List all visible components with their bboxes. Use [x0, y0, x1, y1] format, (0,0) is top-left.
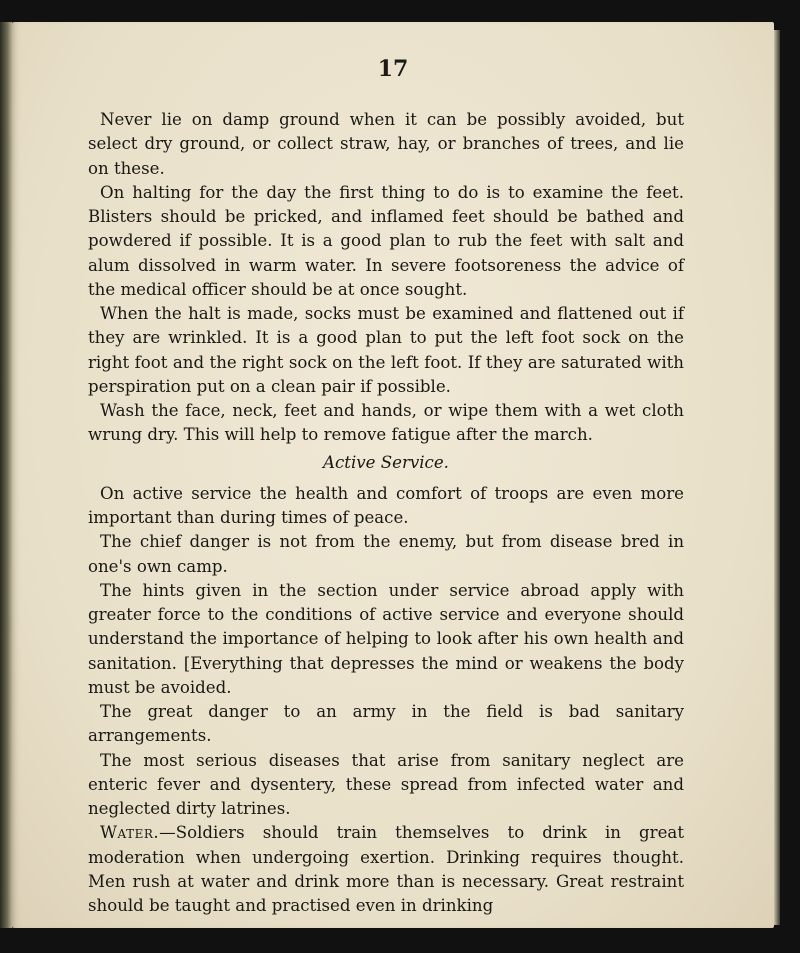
paragraph-damp-ground: Never lie on damp ground when it can be possibly avoided, but select dry ground, or collect straw, hay, or branches of trees, and lie on these. [88, 110, 684, 178]
water-label: Water. [100, 823, 160, 843]
page-number: 17 [377, 56, 409, 82]
section-heading-active-service: Active Service. [323, 452, 449, 472]
paragraph-hints: The hints given in the section under service abroad apply with greater force to the conditions of active service and everyone should understand the importance of helping to look after his own health and sanitation. [Everything that depresses the mind or weakens the body must be avoided. [88, 580, 684, 697]
paragraph-socks: When the halt is made, socks must be examined and flattened out if they are wrinkled. It is a good plan to put the left foot sock on the right foot and the right sock on the left foot. If they are saturated with perspiration put on a clean pair if possible. [88, 304, 684, 396]
body-text [88, 108, 684, 918]
book-spine [0, 22, 12, 928]
paragraph-wash: Wash the face, neck, feet and hands, or wipe them with a wet cloth wrung dry. This will help to remove fatigue after the march. [88, 401, 684, 445]
paragraph-halting-feet: On halting for the day the first thing to do is to examine the feet. Blisters should be pricked, and inflamed feet should be bathed and powdered if possible. It is a good plan to rub the feet with salt and alum dissolved in warm water. In severe footsoreness the advice of the medical officer should be at once sought. [88, 182, 684, 299]
paragraph-great-danger: The great danger to an army in the field is bad sanitary arrangements. [88, 702, 684, 746]
water-text: —Soldiers should train themselves to drink in great moderation when undergoing exertion. Drinking requires thought. Men rush at water and drink more than is necessary. Great restraint should be taught and practised even in drinking [88, 823, 684, 915]
paragraph-diseases: The most serious diseases that arise from sanitary neglect are enteric fever and dysentery, these spread from infected water and neglected dirty latrines. [88, 750, 684, 818]
book-page [12, 22, 774, 928]
page-edge [774, 30, 780, 925]
paragraph-active-service: On active service the health and comfort of troops are even more important than during times of peace. [88, 483, 684, 527]
paragraph-water [88, 821, 684, 918]
paragraph-chief-danger: The chief danger is not from the enemy, but from disease bred in one's own camp. [88, 532, 684, 576]
